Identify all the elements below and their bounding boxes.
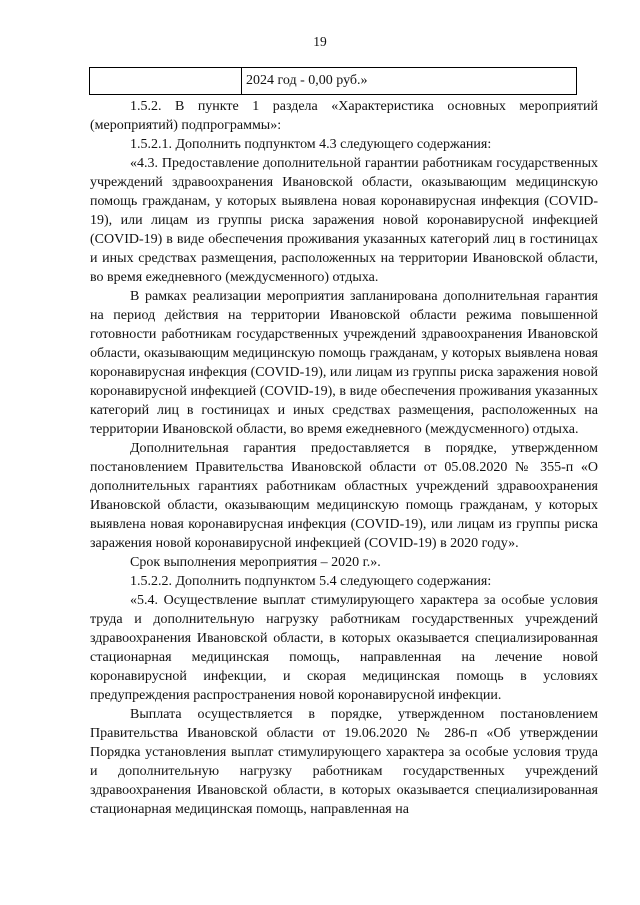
document-body <box>90 97 598 819</box>
budget-table <box>89 67 577 95</box>
paragraph-deadline: Срок выполнения мероприятия – 2020 г.». <box>130 555 381 570</box>
paragraph-4-3: «4.3. Предоставление дополнительной гарантии работникам государственных учреждений здравоохранения Ивановской области, оказывающим медицинскую помощь гражданам, у которых выявлена новая коронавирусная инфекция (COVID-19), или лицам из группы риска заражения новой коронавирусной инфекцией (COVID-19) в виде обеспечения проживания указанных категорий лиц в гостиницах и иных средствах размещения, расположенных на территории Ивановской области, во время ежедневного (междусменного) отдыха. <box>90 156 598 285</box>
table-row <box>90 68 577 95</box>
table-cell-amount: 2024 год - 0,00 руб.» <box>242 68 577 95</box>
paragraph-guarantee-description: В рамках реализации мероприятия запланирована дополнительная гарантия на период действия на территории Ивановской области режима повышенной готовности работникам государственных учреждений здравоохранения Ивановской области, оказывающим медицинскую помощь гражданам, у которых выявлена новая коронавирусная инфекция (COVID-19), или лицам из группы риска заражения новой коронавирусной инфекцией (COVID-19), в виде обеспечения проживания указанных категорий лиц в гостиницах и иных средствах размещения, расположенных на территории Ивановской области, во время ежедневного (междусменного) отдыха. <box>90 289 598 437</box>
page-number: 19 <box>313 34 327 49</box>
paragraph-1-5-2-1: 1.5.2.1. Дополнить подпунктом 4.3 следующего содержания: <box>130 137 492 152</box>
paragraph-1-5-2-2: 1.5.2.2. Дополнить подпунктом 5.4 следующего содержания: <box>130 574 492 589</box>
paragraph-payment-procedure: Выплата осуществляется в порядке, утвержденном постановлением Правительства Ивановской области от 19.06.2020 № 286-п «Об утверждении Порядка установления выплат стимулирующего характера за особые условия труда и дополнительную нагрузку работникам государственных учреждений здравоохранения Ивановской области, в которых оказывается специализированная стационарная медицинская помощь, направленная на <box>90 707 598 817</box>
paragraph-guarantee-procedure: Дополнительная гарантия предоставляется в порядке, утвержденном постановлением Правительства Ивановской области от 05.08.2020 № 355-п «О дополнительных гарантиях работникам областных учреждений здравоохранения Ивановской области, оказывающим медицинскую помощь гражданам, у которых выявлена новая коронавирусная инфекция (COVID-19), или лицам из группы риска заражения новой коронавирусной инфекцией (COVID-19) в 2020 году». <box>90 441 598 551</box>
paragraph-1-5-2: 1.5.2. В пункте 1 раздела «Характеристика основных мероприятий (мероприятий) подпрограммы»: <box>90 99 598 133</box>
paragraph-5-4: «5.4. Осуществление выплат стимулирующего характера за особые условия труда и дополнительную нагрузку работникам государственных учреждений здравоохранения Ивановской области, в которых оказывается специализированная стационарная медицинская помощь, направленная на лечение новой коронавирусной инфекции, и скорая медицинская помощь в условиях предупреждения распространения новой коронавирусной инфекции. <box>90 593 598 703</box>
table-cell-empty <box>90 68 242 95</box>
